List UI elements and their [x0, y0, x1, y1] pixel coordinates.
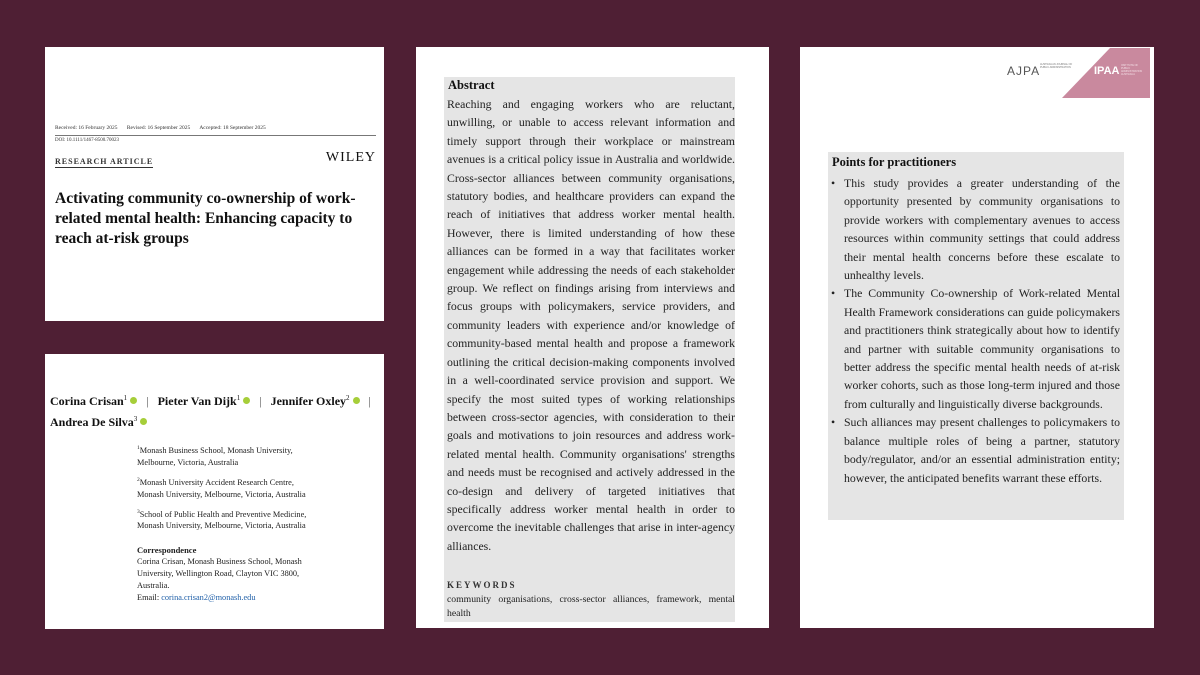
author-name: Pieter Van Dijk — [157, 394, 237, 408]
points-list — [828, 174, 1120, 487]
affiliation — [137, 442, 307, 469]
keywords-heading: KEYWORDS — [447, 580, 517, 590]
list-item — [828, 413, 1120, 487]
authors-panel — [45, 354, 384, 629]
author — [50, 394, 137, 408]
orcid-icon[interactable] — [243, 397, 250, 404]
author-affiliation-mark: 1 — [236, 394, 241, 402]
orcid-icon[interactable] — [130, 397, 137, 404]
points-heading: Points for practitioners — [832, 155, 957, 169]
author-affiliation-mark: 1 — [123, 394, 128, 402]
orcid-icon[interactable] — [140, 418, 147, 425]
abstract-text: Reaching and engaging workers who are reluctant, unwilling, or unable to access relevant information and timely support through their workplace or mainstream avenues is a critical policy issue in Australia and worldwide. Cross-sector alliances between community organisations, statutory bodies, and healthcare providers can expand the reach of initiatives that address worker mental health. However, there is limited understanding of how these alliances can be formed in a way that facilitates worker engagement while addressing the needs of each stakeholder group. We reflect on findings arising from interviews and focus groups with policymakers, service providers, and community leaders with experience and/or knowledge of community-based mental health and propose a framework outlining the critical decision-making components involved in a well-coordinated service provision and support. We specify the most suited types of working relationships between cross-sector agencies, with consideration to their goals and motivations to join resources and address work-related mental health. Community organisations' strengths and needs must be recognised and actively addressed in the co-design and delivery of targeted initiatives that specifically address worker mental health in order to overcome the inevitable challenges that arise in inter-agency alliances. — [447, 97, 735, 553]
article-type: RESEARCH ARTICLE — [55, 157, 154, 166]
accepted-date: Accepted: 18 September 2025 — [199, 125, 266, 131]
practitioner-points-panel — [800, 47, 1154, 628]
author — [50, 415, 147, 429]
point-text: The Community Co-ownership of Work-related Mental Health Framework considerations can guide policymakers and practitioners think strategically about how to identify and partner with suitable community organisations to better address the specific mental health needs of at-risk worker cohorts, such as those long-term injured and those from culturally and linguistically diverse backgrounds. — [844, 286, 1120, 411]
author-name: Corina Crisan — [50, 394, 124, 408]
affiliation-text: Monash University Accident Research Centre, Monash University, Melbourne, Victoria, Australia — [137, 477, 306, 499]
author-affiliation-mark: 2 — [346, 394, 350, 402]
author-separator: | — [368, 394, 371, 408]
publisher-logo: WILEY — [325, 150, 376, 165]
affiliation-text: Monash Business School, Monash University, Melbourne, Victoria, Australia — [137, 445, 293, 467]
list-item — [828, 174, 1120, 284]
affiliation-mark: 1 — [137, 445, 140, 451]
affiliations — [137, 442, 307, 604]
email-link[interactable]: corina.crisan2@monash.edu — [161, 593, 256, 603]
author-name: Andrea De Silva — [50, 415, 134, 429]
author-affiliation-mark: 3 — [133, 415, 138, 423]
bullet-icon: • — [831, 415, 836, 430]
orcid-icon[interactable] — [353, 397, 360, 404]
bullet-icon: • — [831, 286, 836, 301]
affiliation — [137, 474, 307, 501]
author-separator: | — [259, 394, 262, 408]
author — [158, 394, 251, 408]
author-separator: | — [146, 394, 149, 408]
ipaa-logo: IPAA — [1094, 65, 1120, 77]
received-date: Received: 16 February 2025 — [55, 125, 118, 131]
author — [271, 394, 360, 408]
list-item — [828, 284, 1120, 413]
point-text: This study provides a greater understanding of the opportunity presented by community organisations to provide workers with complementary avenues to access resources within community settings that could address their mental health concerns before these escalate to unhealthy levels. — [844, 176, 1120, 283]
author-list — [50, 389, 380, 431]
abstract-panel — [416, 47, 769, 628]
ipaa-logo-subtitle: INSTITUTE OF PUBLIC ADMINISTRATION AUSTRALIA — [1121, 64, 1143, 76]
affiliation — [137, 506, 307, 533]
correspondence-address: Corina Crisan, Monash Business School, Monash University, Wellington Road, Clayton VIC 3800, Australia. — [137, 557, 302, 591]
correspondence-email — [137, 592, 307, 604]
doi: DOI: 10.1111/1467-8500.70023 — [55, 138, 120, 143]
ajpa-logo: AJPA — [1007, 64, 1041, 78]
article-dates — [55, 125, 274, 131]
abstract-heading: Abstract — [448, 78, 495, 92]
header-divider — [55, 135, 376, 136]
ajpa-logo-subtitle: AUSTRALIAN JOURNAL OF PUBLIC ADMINISTRATION — [1040, 63, 1073, 69]
author-name: Jennifer Oxley — [270, 394, 347, 408]
keywords-text: community organisations, cross-sector alliances, framework, mental health — [447, 594, 735, 619]
correspondence-heading: Correspondence — [137, 545, 197, 556]
revised-date: Revised: 16 September 2025 — [126, 125, 191, 131]
point-text: Such alliances may present challenges to policymakers to balance multiple roles of being a partner, statutory body/regulator, and/or an essential administration entity; however, the anticipated benefits warrant these efforts. — [844, 415, 1120, 485]
email-label: Email: — [137, 593, 160, 603]
affiliation-text: School of Public Health and Preventive Medicine, Monash University, Melbourne, Victoria, Australia — [137, 509, 307, 531]
title-page-panel — [45, 47, 384, 321]
affiliation-mark: 2 — [137, 476, 140, 483]
article-title: Activating community co-ownership of work-related mental health: Enhancing capacity to reach at-risk groups — [55, 190, 356, 247]
affiliation-mark: 3 — [137, 508, 140, 515]
bullet-icon: • — [831, 176, 836, 190]
